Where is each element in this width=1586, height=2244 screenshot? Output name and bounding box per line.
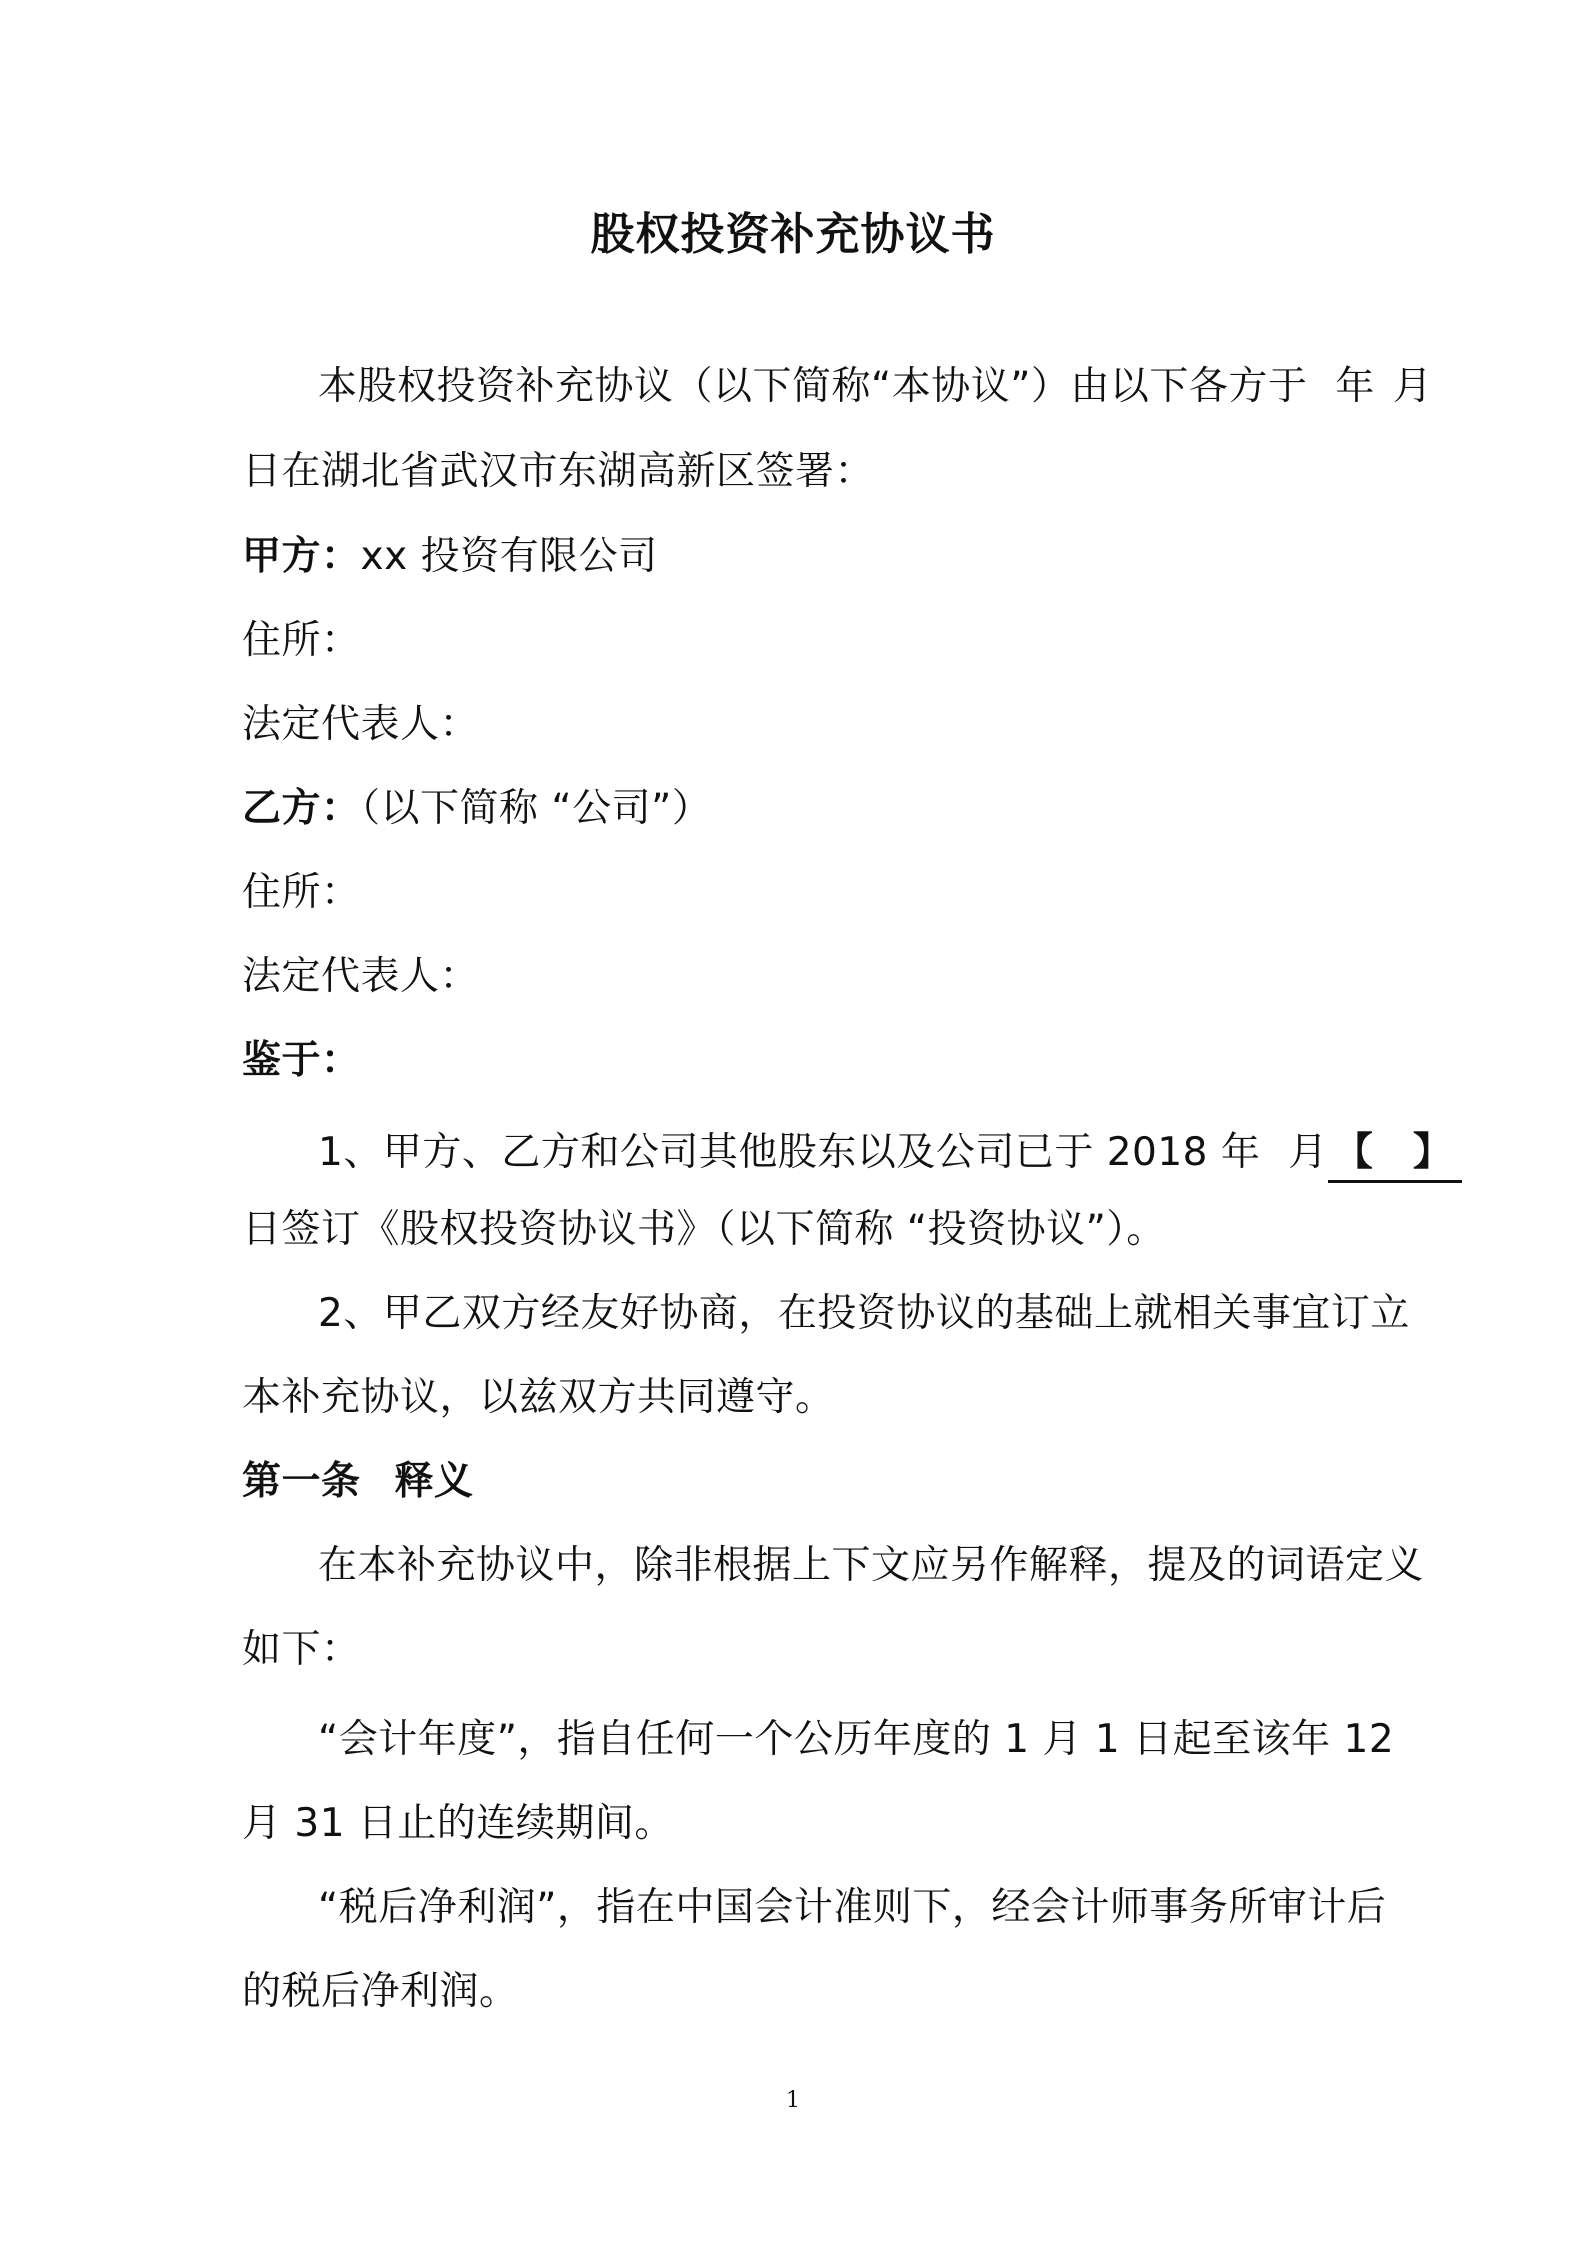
party-a-representative: 法定代表人：: [242, 702, 480, 747]
party-b-note: （以下简称 “公司”）: [360, 786, 712, 831]
definitions-intro-line1: 在本补充协议中，除非根据上下文应另作解释，提及的词语定义: [318, 1543, 1425, 1588]
party-a-line: [242, 532, 658, 582]
whereas-item-1-line1: [318, 1128, 1462, 1183]
party-a-address: 住所：: [242, 618, 361, 663]
definition-net-profit-line2: 的税后净利润。: [242, 1969, 519, 2014]
whereas-item-2-line2: 本补充协议，以兹双方共同遵守。: [242, 1375, 835, 1420]
party-a-name: xx 投资有限公司: [360, 534, 658, 579]
intro-paragraph-line2: 日在湖北省武汉市东湖高新区签署：: [242, 449, 875, 494]
intro-paragraph-line1: [318, 362, 1432, 412]
intro-text: 本股权投资补充协议（以下简称“本协议”）由以下各方于: [318, 364, 1308, 409]
definition-fiscal-year-line2: 月 31 日止的连续期间。: [242, 1801, 674, 1846]
party-b-label: 乙方：: [242, 786, 361, 831]
article-1-title: 释义: [394, 1459, 474, 1504]
page-number: 1: [786, 2088, 800, 2113]
definition-fiscal-year-line1: “会计年度”，指自任何一个公历年度的 1 月 1 日起至该年 12: [318, 1717, 1395, 1762]
whereas-item-1-line2: 日签订《股权投资协议书》（以下简称 “投资协议”）。: [242, 1207, 1166, 1252]
day-blank-field: 【 】: [1328, 1130, 1463, 1183]
whereas-item-1-text: 1、甲方、乙方和公司其他股东以及公司已于 2018 年: [318, 1130, 1261, 1175]
article-1-number: 第一条: [242, 1459, 361, 1504]
definition-net-profit-line1: “税后净利润”，指在中国会计准则下，经会计师事务所审计后: [318, 1885, 1387, 1930]
party-a-label: 甲方：: [242, 534, 361, 579]
definitions-intro-line2: 如下：: [242, 1627, 361, 1672]
document-title: 股权投资补充协议书: [590, 209, 996, 260]
article-1-heading: [242, 1457, 474, 1507]
whereas-item-2-line1: 2、甲乙双方经友好协商，在投资协议的基础上就相关事宜订立: [318, 1291, 1410, 1336]
party-b-line: [242, 784, 711, 834]
party-b-address: 住所：: [242, 870, 361, 915]
whereas-heading: 鉴于：: [242, 1038, 361, 1083]
whereas-item-1-month: 月: [1288, 1130, 1328, 1175]
intro-month: 月: [1392, 364, 1433, 409]
party-b-representative: 法定代表人：: [242, 954, 480, 999]
intro-year: 年: [1335, 364, 1375, 409]
